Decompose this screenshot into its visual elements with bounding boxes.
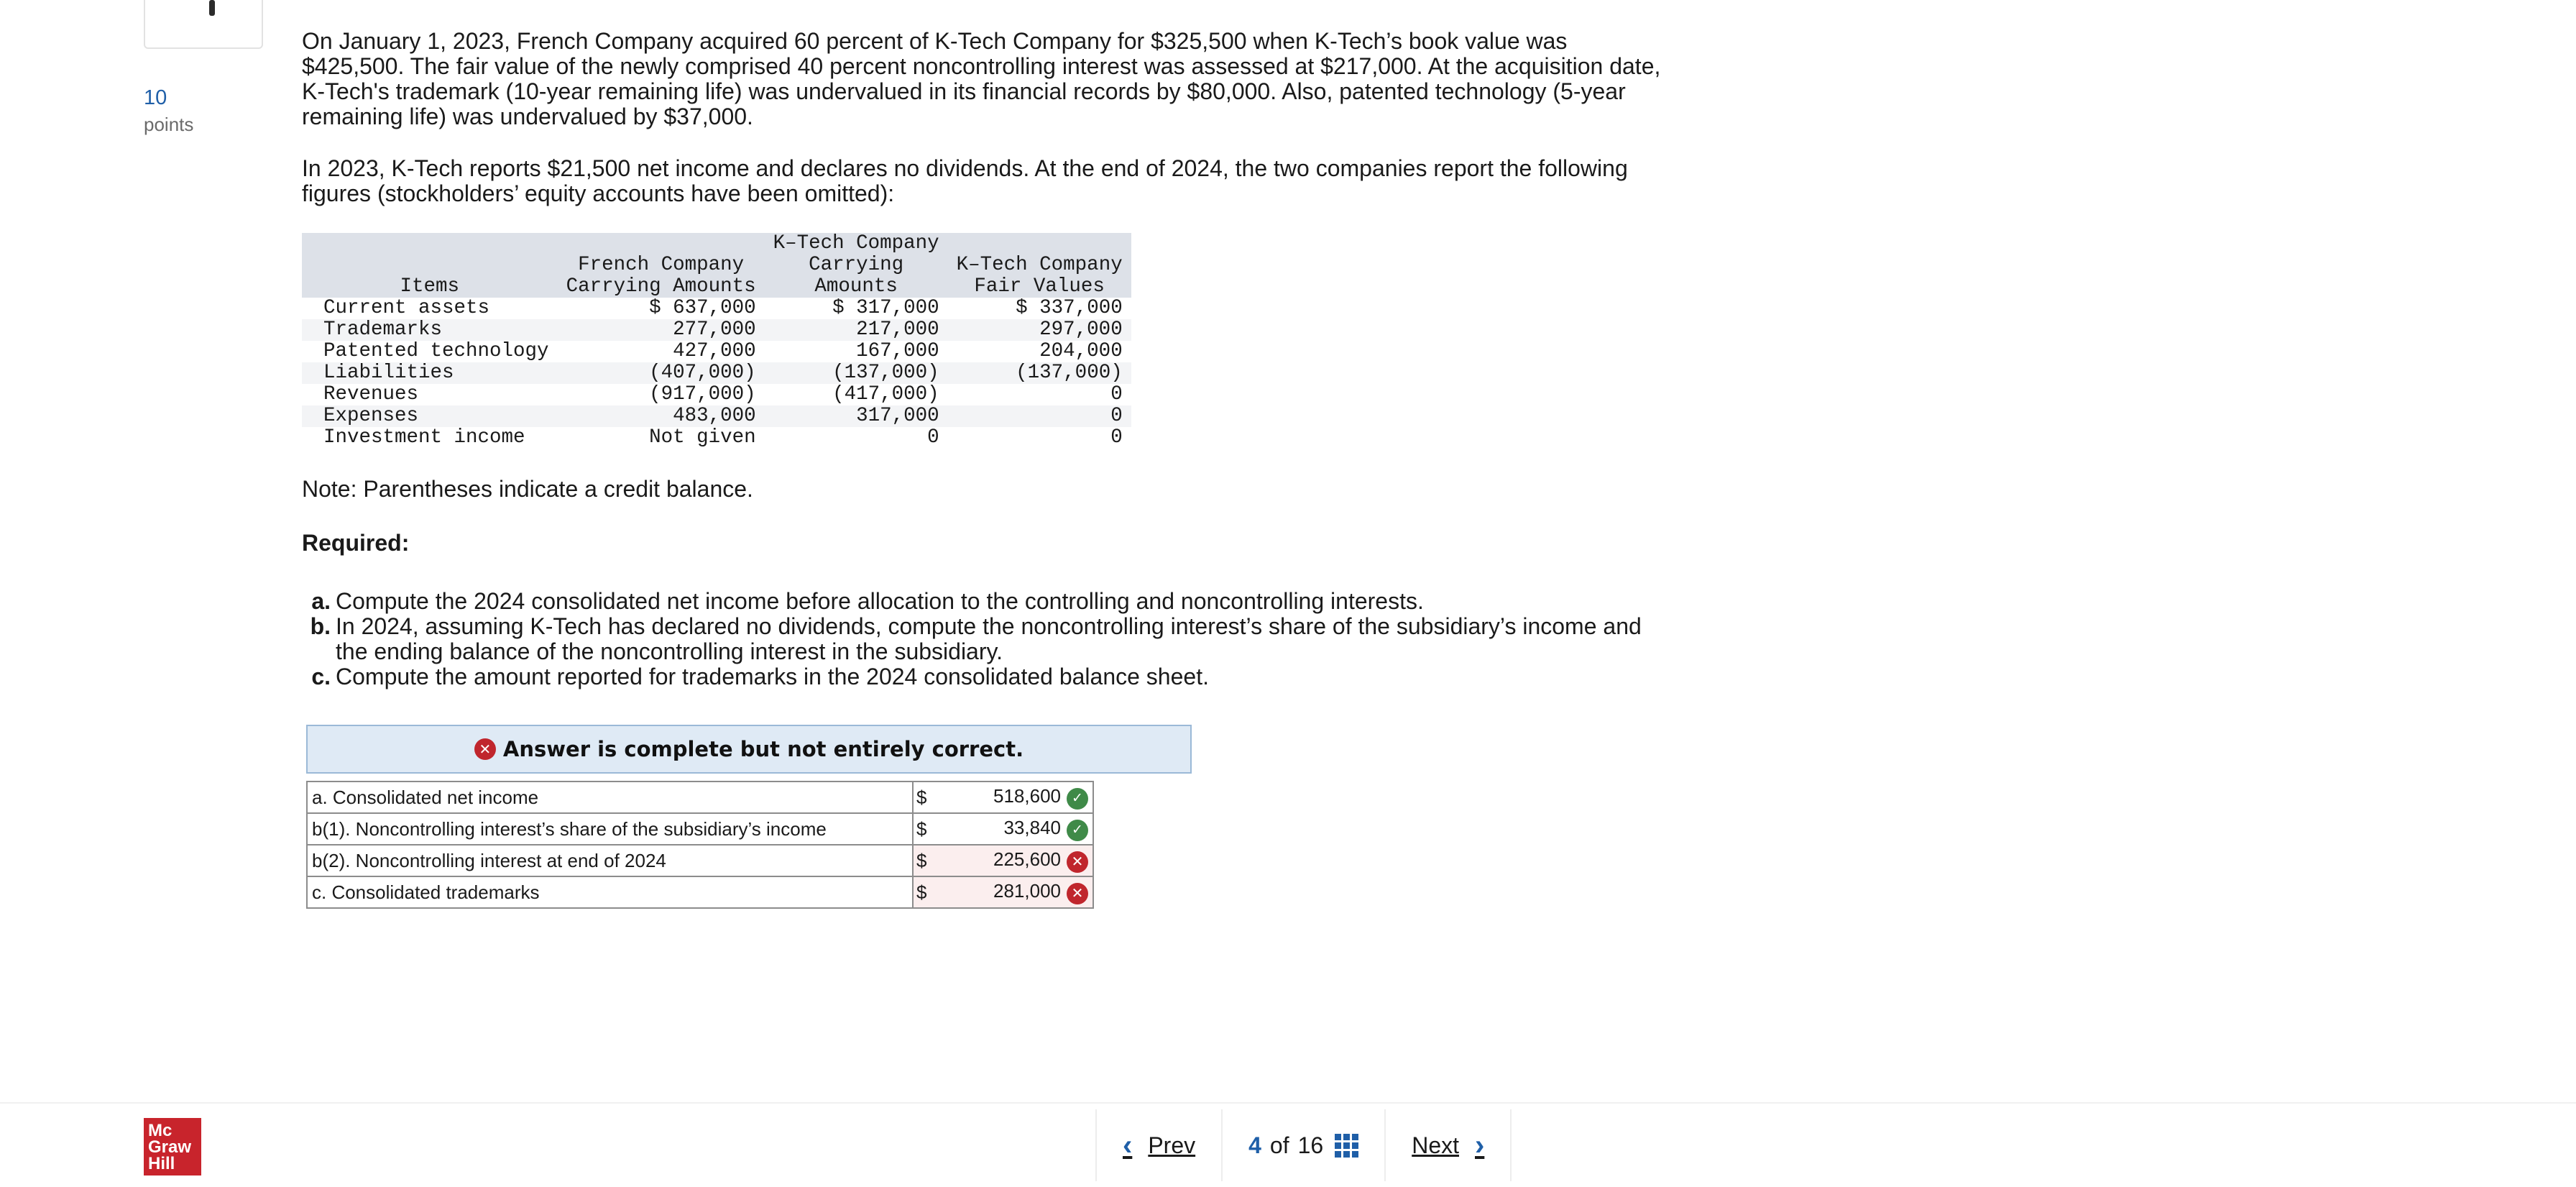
requirement-letter: b. (310, 613, 331, 639)
row-value: (137,000) (948, 362, 1131, 384)
answer-value: 225,600 (993, 848, 1061, 871)
table-row (302, 384, 1131, 405)
row-value: (417,000) (832, 383, 939, 405)
answer-value-cell[interactable] (934, 782, 1093, 813)
mcgraw-hill-logo (144, 1118, 201, 1175)
incorrect-icon: ✕ (474, 738, 496, 760)
correct-icon: ✓ (1067, 820, 1088, 841)
row-value: 317,000 (765, 405, 948, 427)
requirement-text: Compute the amount reported for trademarks in the 2024 consolidated balance sheet. (336, 664, 1209, 689)
currency-symbol: $ (913, 876, 934, 908)
table-header-row (302, 233, 1131, 298)
row-value: $ 317,000 (832, 297, 939, 319)
row-value: (407,000) (558, 362, 765, 384)
answer-row (307, 813, 1093, 845)
currency-symbol: $ (913, 845, 934, 876)
row-value: Not given (649, 426, 756, 449)
logo-line: Mc (148, 1121, 172, 1140)
col-header-items: Items (302, 233, 558, 298)
answer-label: a. Consolidated net income (307, 782, 913, 813)
row-value: 0 (1110, 383, 1123, 405)
points-label: points (144, 114, 194, 135)
row-item-label: Trademarks (302, 319, 558, 341)
row-value: 0 (927, 426, 939, 449)
incorrect-icon: ✕ (1067, 851, 1088, 873)
points-value: 10 (144, 86, 167, 109)
table-row (302, 427, 1131, 449)
answer-status-text: Answer is complete but not entirely correct. (502, 737, 1024, 761)
incorrect-icon: ✕ (1067, 883, 1088, 904)
answer-value-cell[interactable] (934, 813, 1093, 845)
row-value: (917,000) (649, 383, 756, 405)
next-label: Next (1412, 1132, 1459, 1158)
card-mark (209, 0, 215, 16)
requirement-a (302, 589, 1668, 614)
credit-balance-note: Note: Parentheses indicate a credit balance. (302, 476, 753, 502)
row-item-label: Patented technology (323, 340, 549, 362)
row-item-label: Revenues (323, 383, 419, 405)
table-row (302, 341, 1131, 362)
answer-label: c. Consolidated trademarks (307, 876, 913, 908)
chevron-right-icon: › (1475, 1129, 1485, 1161)
current-page: 4 (1248, 1132, 1261, 1158)
row-item-label: Current assets (323, 297, 490, 319)
answer-table (306, 781, 1094, 909)
row-value: 167,000 (856, 340, 939, 362)
row-item-label: Investment income (323, 426, 525, 449)
nav-separator (1510, 1109, 1512, 1181)
answer-label: b(2). Noncontrolling interest at end of 2024 (307, 845, 913, 876)
required-heading: Required: (302, 530, 410, 556)
row-item-label: Expenses (302, 405, 558, 427)
table-row (302, 319, 1131, 341)
row-value: 217,000 (765, 319, 948, 341)
row-value: $ 337,000 (1016, 297, 1123, 319)
requirement-text: In 2024, assuming K-Tech has declared no dividends, compute the noncontrolling interest’s share of the subsidiary’s income and the ending balance of the noncontrolling interest in the subsidiary. (336, 613, 1642, 664)
footer-divider (0, 1102, 2576, 1104)
question-content (302, 29, 1668, 689)
requirements-list (302, 589, 1668, 689)
answer-value: 33,840 (1003, 817, 1061, 839)
prev-label: Prev (1148, 1132, 1196, 1158)
row-value: $ 637,000 (649, 297, 756, 319)
requirement-b (302, 614, 1668, 664)
answer-value: 281,000 (993, 880, 1061, 902)
table-row (302, 362, 1131, 384)
currency-symbol: $ (913, 782, 934, 813)
row-value: 483,000 (558, 405, 765, 427)
correct-icon: ✓ (1067, 788, 1088, 810)
table-row (302, 405, 1131, 427)
previous-card-edge (144, 0, 263, 49)
requirement-letter: c. (311, 664, 331, 689)
answer-row (307, 782, 1093, 813)
answer-row (307, 876, 1093, 908)
prev-button[interactable] (1097, 1129, 1221, 1162)
question-paragraph-1: On January 1, 2023, French Company acquired 60 percent of K-Tech Company for $325,500 when K-Tech’s book value was $425,500. The fair value of the newly comprised 40 percent noncontrolling interest was assessed at $217,000. At the acquisition date, K-Tech's trademark (10-year remaining life) was undervalued in its financial records by $80,000. Also, patented technology (5-year remaining life) was undervalued by $37,000. (302, 28, 1661, 129)
row-value: 427,000 (673, 340, 756, 362)
chevron-left-icon: ‹ (1123, 1129, 1133, 1161)
answer-value: 518,600 (993, 785, 1061, 807)
question-navigation (1095, 1109, 1512, 1181)
total-pages: 16 (1297, 1132, 1324, 1158)
company-figures-table (302, 233, 1131, 449)
requirement-text: Compute the 2024 consolidated net income before allocation to the controlling and noncontrolling interests. (336, 588, 1424, 614)
row-value: 0 (1110, 426, 1123, 449)
col-header-french-carrying: French Company Carrying Amounts (558, 233, 765, 298)
next-button[interactable] (1386, 1129, 1510, 1162)
row-value: 277,000 (558, 319, 765, 341)
col-header-ktech-fair: K–Tech Company Fair Values (948, 233, 1131, 298)
row-value: (137,000) (765, 362, 948, 384)
answer-status-banner (306, 725, 1192, 774)
answer-value-cell[interactable] (934, 876, 1093, 908)
row-value: 0 (948, 405, 1131, 427)
answer-row (307, 845, 1093, 876)
answer-value-cell[interactable] (934, 845, 1093, 876)
table-row (302, 298, 1131, 319)
row-item-label: Liabilities (302, 362, 558, 384)
question-paragraph-2: In 2023, K-Tech reports $21,500 net income and declares no dividends. At the end of 2024, the two companies report the following figures (stockholders’ equity accounts have been omitted): (302, 155, 1628, 206)
logo-line: Graw (148, 1137, 192, 1157)
page-of-label: of (1269, 1132, 1289, 1158)
question-grid-icon[interactable] (1335, 1134, 1358, 1158)
answer-label: b(1). Noncontrolling interest’s share of the subsidiary’s income (307, 813, 913, 845)
page-indicator[interactable] (1223, 1132, 1384, 1159)
requirement-c (302, 664, 1668, 689)
requirement-letter: a. (311, 588, 331, 614)
row-value: 204,000 (1039, 340, 1123, 362)
currency-symbol: $ (913, 813, 934, 845)
row-value: 297,000 (948, 319, 1131, 341)
col-header-ktech-carrying: K–Tech Company Carrying Amounts (765, 233, 948, 298)
logo-line: Hill (148, 1154, 175, 1173)
